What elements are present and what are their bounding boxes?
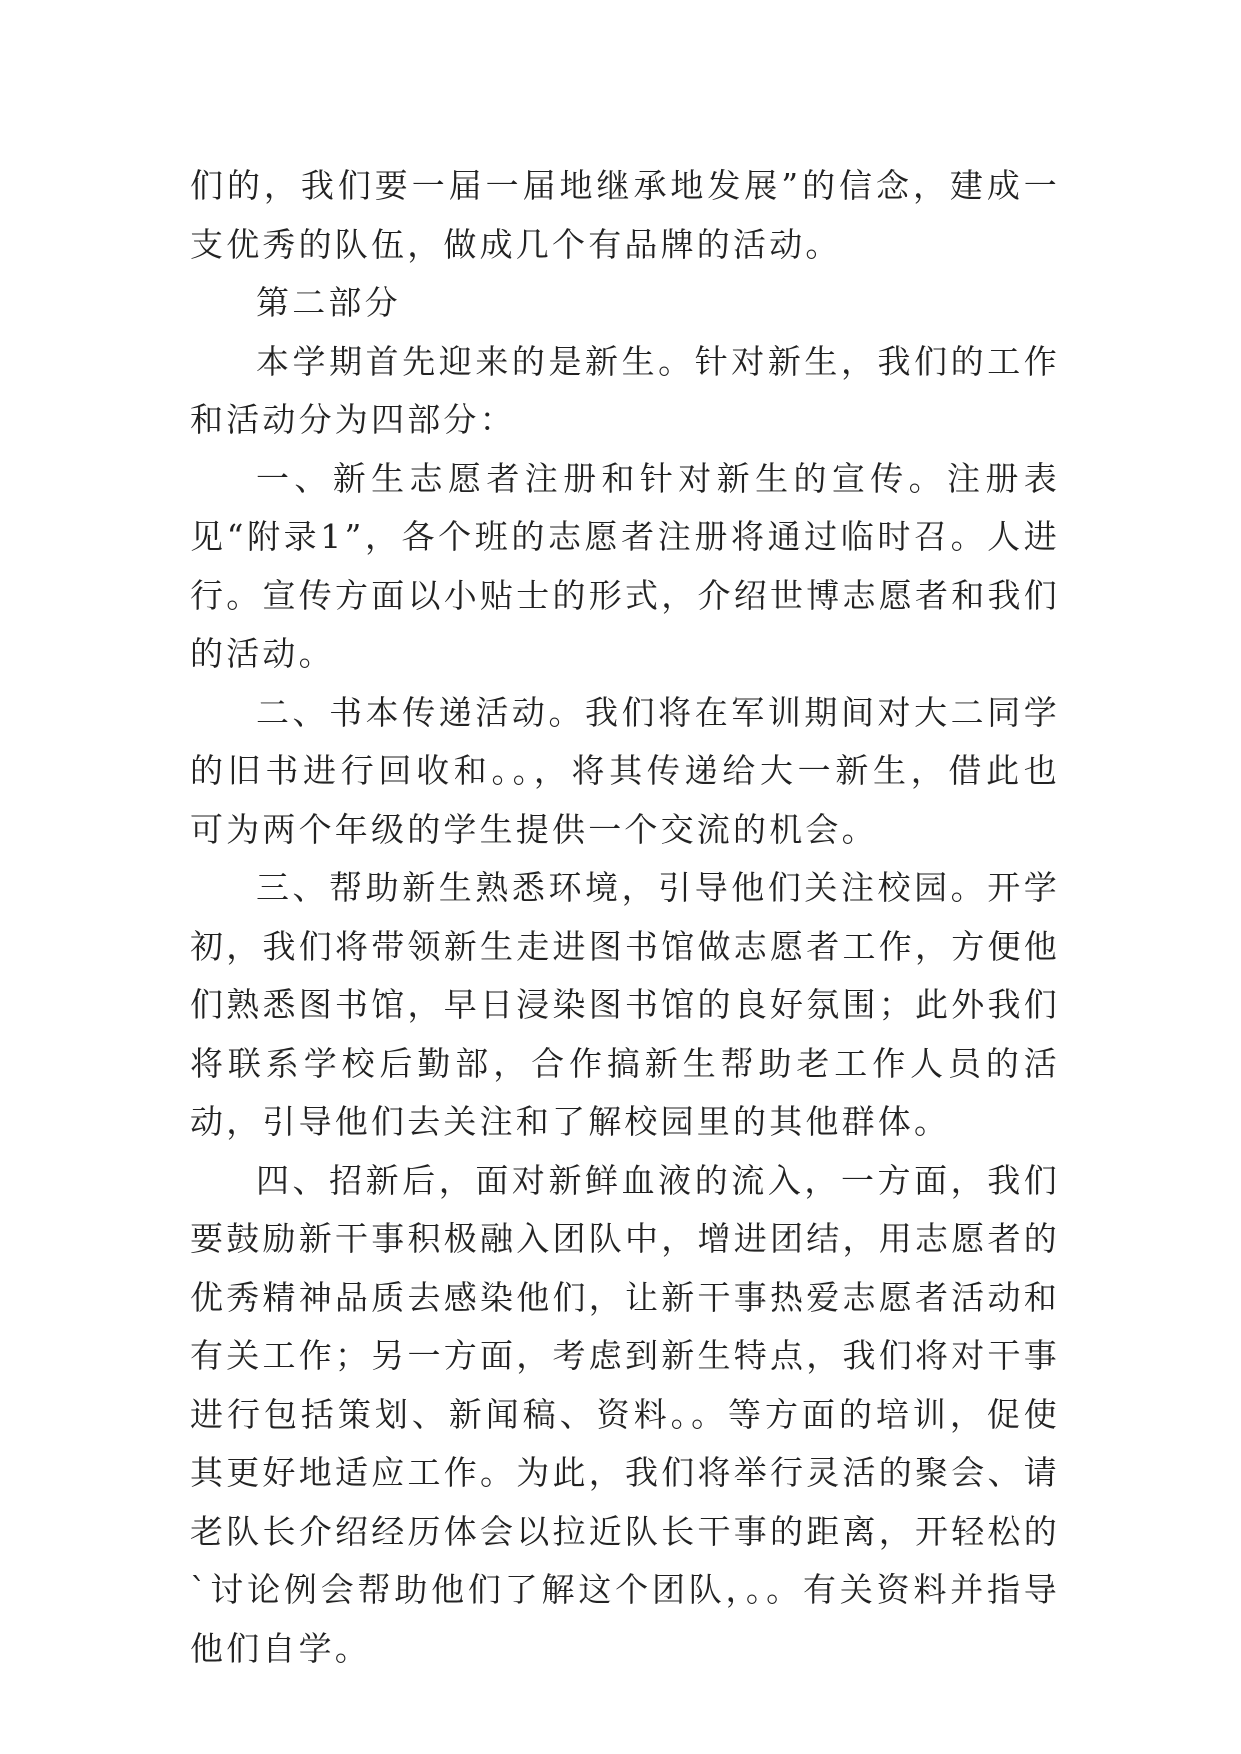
paragraph-intro: 本学期首先迎来的是新生。针对新生，我们的工作和活动分为四部分： xyxy=(190,341,1060,439)
section-heading: 第二部分 xyxy=(256,283,401,322)
paragraph-item-1: 一、新生志愿者注册和针对新生的宣传。注册表见“附录1”，各个班的志愿者注册将通过临时召。人进行。宣传方面以小贴士的形式，介绍世博志愿者和我们的活动。 xyxy=(190,458,1060,673)
paragraph-item-2: 二、书本传递活动。我们将在军训期间对大二同学的旧书进行回收和。。，将其传递给大一新生，借此也可为两个年级的学生提供一个交流的机会。 xyxy=(190,692,1060,849)
document-body xyxy=(190,157,1060,1678)
paragraph-item-4: 四、招新后，面对新鲜血液的流入，一方面，我们要鼓励新干事积极融入团队中，增进团结，用志愿者的优秀精神品质去感染他们，让新干事热爱志愿者活动和有关工作；另一方面，考虑到新生特点，我们将对干事进行包括策划、新闻稿、资料。。等方面的培训，促使其更好地适应工作。为此，我们将举行灵活的聚会、请老队长介绍经历体会以拉近队长干事的距离，开轻松的`讨论例会帮助他们了解这个团队，。。有关资料并指导他们自学。 xyxy=(190,1160,1060,1668)
paragraph-item-3: 三、帮助新生熟悉环境，引导他们关注校园。开学初，我们将带领新生走进图书馆做志愿者工作，方便他们熟悉图书馆，早日浸染图书馆的良好氛围；此外我们将联系学校后勤部，合作搞新生帮助老工作人员的活动，引导他们去关注和了解校园里的其他群体。 xyxy=(190,868,1060,1141)
paragraph-continuation: 们的，我们要一届一届地继承地发展”的信念，建成一支优秀的队伍，做成几个有品牌的活动。 xyxy=(190,166,1060,264)
